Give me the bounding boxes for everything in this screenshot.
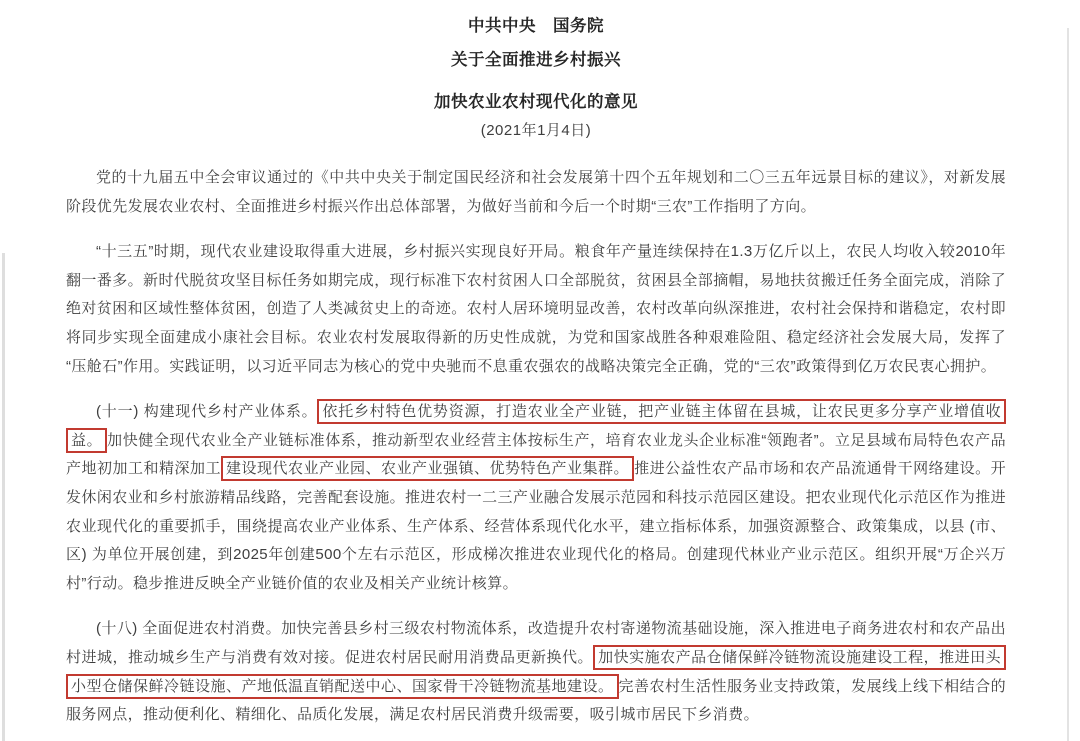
page-edge-left xyxy=(2,253,5,741)
body-text: 党的十九届五中全会审议通过的《中共中央关于制定国民经济和社会发展第十四个五年规划和二〇三五年远景目标的建议》，对新发展阶段优先发展农业农村、全面推进乡村振兴作出总体部署，为做好当前和今后一个时期“三农”工作指明了方向。 xyxy=(66,169,1006,215)
body-text: 完善农村生活性服务业支持政策，发展线上线下相结合的服务网点，推动便利化、精细化、品质化发展，满足农村居民消费升级需要，吸引城市居民下乡消费。 xyxy=(66,677,1006,724)
body-text: “十三五”时期，现代农业建设取得重大进展，乡村振兴实现良好开局。粮食年产量连续保持在1.3万亿斤以上，农民人均收入较2010年翻一番多。新时代脱贫攻坚目标任务如期完成，现行标准下农村贫困人口全部脱贫，贫困县全部摘帽，易地扶贫搬迁任务全面完成，消除了绝对贫困和区域性整体贫困，创造了人类减贫史上的奇迹。农村人居环境明显改善，农村改革向纵深推进，农村社会保持和谐稳定，农村即将同步实现全面建成小康社会目标。农业农村发展取得新的历史性成就，为党和国家战胜各种艰难险阻、稳定经济社会发展大局，发挥了“压舱石”作用。实践证明，以习近平同志为核心的党中央驰而不息重农强农的战略决策完全正确，党的“三农”政策得到亿万农民衷心拥护。 xyxy=(66,243,1006,375)
doc-title-line2: 加快农业农村现代化的意见 xyxy=(434,93,638,111)
highlighted-text: 加快实施农产品仓储保鲜冷链物流设施建设工程，推进田头小型仓储保鲜冷链设施、产地低温直销配送中心、国家骨干冷链物流基地建设。 xyxy=(66,645,1006,699)
doc-title-line1: 关于全面推进乡村振兴 xyxy=(451,51,621,69)
body-text: (十八) 全面促进农村消费。加快完善县乡村三级农村物流体系，改造提升农村寄递物流基础设施，深入推进电子商务进农村和农产品出村进城，推动城乡生产与消费有效对接。促进农村居民耐用消费品更新换代。 xyxy=(66,620,1006,666)
body-text: (十一) 构建现代乡村产业体系。 xyxy=(96,403,318,421)
paragraph-intro xyxy=(66,164,1006,221)
paragraph-item-11 xyxy=(66,398,1006,598)
doc-date: (2021年1月4日) xyxy=(480,122,592,139)
doc-issuer: 中共中央 国务院 xyxy=(468,17,604,35)
paragraph-item-18 xyxy=(66,615,1006,729)
doc-body xyxy=(66,164,1006,730)
page-edge-right xyxy=(1067,28,1069,741)
body-text: 推进公益性农产品市场和农产品流通骨干网络建设。开发休闲农业和乡村旅游精品线路，完善配套设施。推进农村一二三产业融合发展示范园和科技示范园区建设。把农业现代化示范区作为推进农业现代化的重要抓手，围绕提高农业产业体系、生产体系、经营体系现代化水平，建立指标体系，加强资源整合、政策集成，以县 (市、区) 为单位开展创建，到2025年创建500个左右示范区，形成梯次推进农业现代化的格局。创建现代林业产业示范区。组织开展“万企兴万村”行动。稳步推进反映全产业链价值的农业及相关产业统计核算。 xyxy=(66,460,1006,592)
body-text: 加快健全现代农业全产业链标准体系，推动新型农业经营主体按标生产，培育农业龙头企业标准“领跑者”。立足县域布局特色农产品产地初加工和精深加工 xyxy=(66,431,1006,478)
paragraph-13th-five-year xyxy=(66,238,1006,381)
highlighted-text: 建设现代农业产业园、农业产业强镇、优势特色产业集群。 xyxy=(221,456,634,481)
highlighted-text: 依托乡村特色优势资源，打造农业全产业链，把产业链主体留在县城，让农民更多分享产业增值收益。 xyxy=(66,399,1006,453)
